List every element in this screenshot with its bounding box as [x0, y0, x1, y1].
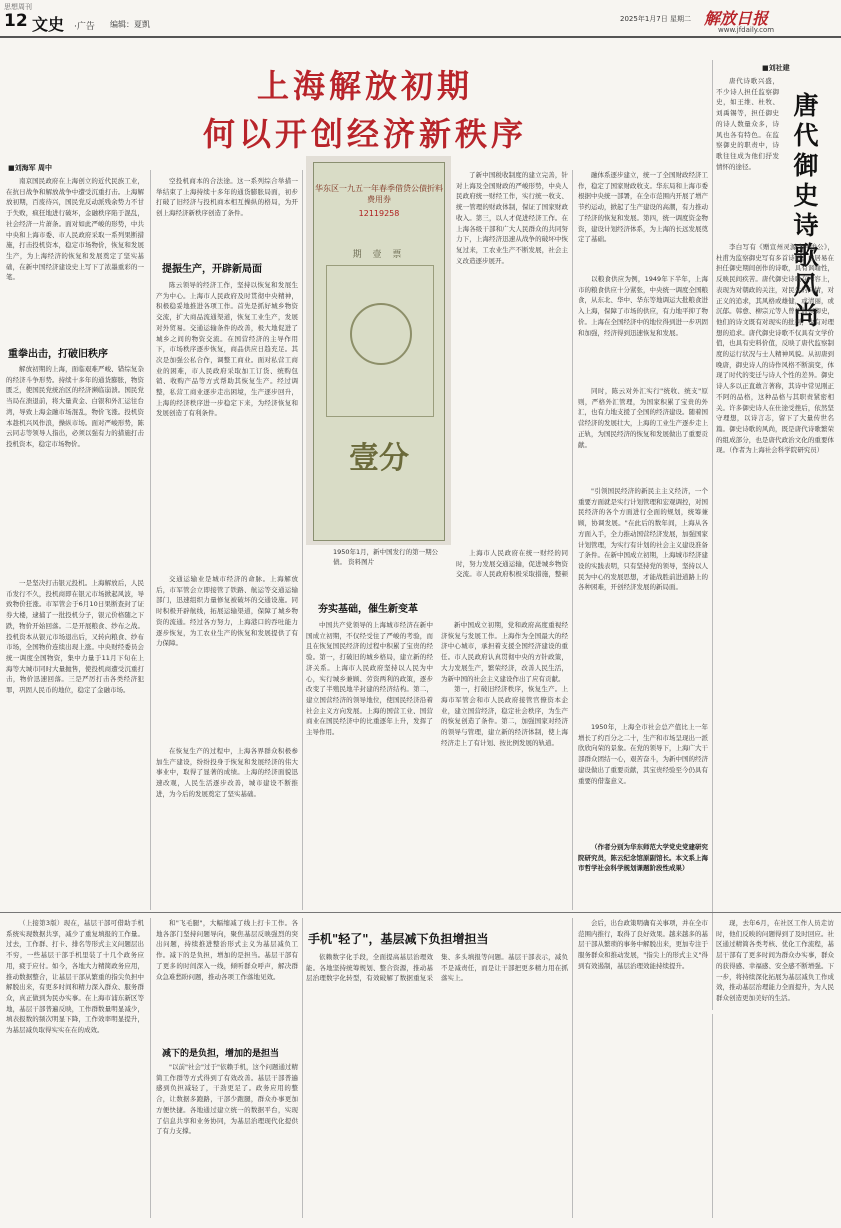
article-col-2d [156, 746, 298, 908]
paragraph: 同时，陈云对外汇实行"统收、统支"原则，严格外汇管理，为国家积累了宝贵的外汇，也有力地支援了全国的经济建设。随着国营经济的发展壮大，上海的工业生产逐步走上正轨，为国民经济的恢复和发展做出了重要贡献。 [578, 387, 708, 449]
bottom-col-5 [716, 918, 834, 1218]
section-tag: 思想周刊 [4, 3, 32, 11]
column-divider [150, 918, 151, 1218]
paragraph: "引领国民经济的新民主主义经济，一个重要方面就是实行计划管理和宏观调控，对国民经济的各个方面进行全面的规划，统筹兼顾，协调发展。"在此后的数年间，上海从各方面入手，全力推动国营经济发展，加强国家计划管理，为实行有计划的社会主义建设准备了条件。在新中国成立初期，上海城市经济建设的实践表明，只有坚持党的领导，坚持以人民为中心的发展思想，才能战胜前进道路上的各种困难，开创经济发展的新局面。 [578, 487, 708, 592]
paragraph: 空投机商本的合法途。这一系列综合举措一举结束了上海持续十多年的通货膨胀局面，初步打破了旧经济与投机商本相互操纵的格局，为开创上海经济新秩序创造了条件。 [156, 177, 298, 218]
coupon-serial-number: 12119258 [358, 209, 400, 218]
poetry-title: 唐代御史诗歌风尚 [790, 92, 819, 332]
article-col-4b [578, 274, 708, 382]
bottom-headline: 手机"轻了"，基层减下负担增担当 [308, 932, 489, 946]
article-col-4c [578, 386, 708, 482]
page-number: 12 [4, 11, 28, 31]
paragraph: 上海市人民政府在统一财经的同时，努力发展交通运输，促进城乡物资交流。市人民政府积极采取措施，整顿 [456, 549, 568, 578]
bottom-col-3 [306, 952, 568, 1218]
article-col-3b [306, 620, 568, 908]
headline-line-1: 上海解放初期 [256, 67, 473, 105]
coupon-title: 华东区一九五一年春季借贷公债折料费用券 [315, 184, 443, 204]
section-title: 文史 [32, 15, 65, 34]
article-col-4e [578, 722, 708, 838]
bottom-col-1 [6, 918, 144, 1218]
column-divider [150, 170, 151, 910]
paragraph: 中国共产党领导的上海城市经济在新中国成立初期，不仅经受住了严峻的考验，而且在恢复国民经济的过程中积累了宝贵的经验。第一，打破旧的城乡格局，建立新的经济关系。上海市人民政府坚持以人民为中心，实行城乡兼顾、劳资两利的政策，逐步改变了半殖民地半封建的经济结构。第二，建立国营经济的领导地位，使国民经济沿着社会主义方向发展。上海的国营工业、国营商业在国民经济中的比重逐年上升，发挥了主导作用。 [306, 621, 433, 737]
bottom-col-2b [156, 1062, 298, 1218]
coupon-period: 期 壹 票 [352, 250, 406, 260]
article-col-5a-short [456, 548, 568, 578]
paragraph: 在恢复生产的过程中，上海各界群众积极参加生产建设，纷纷投身于恢复和发展经济的伟大事业中，取得了显著的成绩。上海的经济面貌迅速改观，人民生活逐步改善，城市建设不断推进，为今后的发展奠定了坚实基础。 [156, 747, 298, 798]
paragraph: 一是坚决打击银元投机。上海解放后，人民币发行不久，投机商即在银元市场掀起风波，导致物价狂涨。市军管会于6月10日果断查封了证券大楼，逮捕了一批投机分子，银元价格随之下跌，物价开始回落。二是开展粮食、纱布之战。投机资本从银元市场退出后，又转向粮食、纱布市场，全国物价连续出现上涨。中央财经委员会统一调度全国物资，集中力量于11月下旬在上海等大城市同时大量抛售，使投机商遭受沉重打击，物价迅速回落。三是严厉打击各类经济犯罪，巩固人民币的地位，稳定了金融市场。 [6, 579, 144, 695]
masthead-rule [0, 36, 841, 38]
photo-caption: 1950年1月，新中国发行的第一期公债。 资料图片 [333, 548, 439, 566]
masthead [0, 0, 841, 36]
headline-line-2: 何以开创经济新秩序 [202, 115, 527, 153]
article-col-4a [578, 170, 708, 270]
paragraph: 融体系逐步建立，统一了全国财政经济工作，稳定了国家财政收支。华东局和上海市委根据中央统一部署，在全市范围内开展了增产节约运动，掀起了生产建设的高潮，有力推动了经济的恢复和发展。第四，统一调度资金物资，建设计划经济体系，为上海的长远发展奠定了基础。 [578, 171, 708, 244]
paragraph: 李白写有《赠宣州灵源寺仲浚公》，杜甫为监察御史写有多首诗篇。白居易在担任御史期间创作的诗歌，具有讽喻性，反映民间疾苦。唐代御史诗歌在内容上，表现为对朝政的关注，对民生的同情，对正义的追求，其风格或雄健，或清丽，或沉郁。韩愈、柳宗元等人曾任监察御史，他们的诗文既有对现实的批判，也有对理想的追求。唐代御史诗歌不仅具有文学价值，也具有史料价值，反映了唐代监察制度的运行状况与士人精神风貌。从初唐到晚唐，御史诗人的诗作风格不断演变，体现了时代的变迁与诗人个性的差异。御史诗人多以正直敢言著称，其诗中常见刚正不阿的品格，这种品格与其职责紧密相关。许多御史诗人在仕途受挫后，依然坚守理想，以诗言志，留下了大量传世名篇。御史诗歌的风尚，既是唐代诗歌繁荣的组成部分，也是唐代政治文化的重要体现。（作者为上海社会科学院研究员） [716, 243, 834, 455]
newspaper-logo: 解放日报 [704, 9, 769, 28]
paragraph: （上接第3版）现在，基层干部可借助手机系统实现数据共享，减少了重复填报的工作量。过去，工作群、打卡、排名等形式主义问题层出不穷，一些基层干部手机里装了十几个政务应用，疲于应付。如今，各地大力精简政务应用，推动数据整合，让基层干部从繁重的指尖负担中解脱出来，有更多时间和精力深入群众、服务群众，真正做到为民办实事。在上海市浦东新区等地，基层干部普遍反映，工作群数量明显减少，填表报数的频次明显下降，工作效率明显提升，为基层减负取得实实在在的成效。 [6, 919, 144, 1035]
article-col-2a [156, 176, 298, 252]
column-divider [712, 60, 713, 1010]
coupon-denomination: 壹分 [349, 441, 409, 476]
paragraph: 依赖数字化手段，全面提高基层治理效能。各地坚持统筹规划、整合资源，推动基层治理数字化转型，有效破解了数据重复采集、多头填报等问题。基层干部表示，减负不是减责任，而是让干部把更多精力用在抓落实上。 [306, 953, 568, 983]
article-col-2b [156, 280, 298, 570]
article-headline [130, 62, 600, 158]
subhead-1: 重拳出击，打破旧秩序 [8, 349, 108, 360]
paragraph: （作者分别为华东师范大学党史党建研究院研究员，陈云纪念馆原副馆长。本文系上海市哲学社会科学规划课题阶段性成果） [578, 843, 708, 873]
bond-coupon-image [313, 162, 445, 541]
column-divider [302, 918, 303, 1218]
article-col-1c [6, 578, 144, 908]
paragraph: 南京国民政府在上海创立的近代民族工业，在抗日战争和解放战争中遭受沉重打击。上海解放初期，百废待兴，国民党反动派残余势力不甘于失败，疯狂地进行破坏，金融秩序陷于混乱，社会经济一片萧条。面对如此严峻的形势，中共中央和上海市委、市人民政府采取一系列果断措施，打击投机资本，稳定市场物价，恢复和发展生产，为上海经济的恢复和发展奠定了坚实基础，在新中国经济建设史上写下了浓墨重彩的一笔。 [6, 177, 144, 282]
section-divider [0, 912, 841, 913]
column-divider [712, 1014, 713, 1218]
column-divider [302, 170, 303, 910]
ad-tag: ·广告 [74, 22, 95, 32]
paragraph: 新中国成立初期，党和政府高度重视经济恢复与发展工作。上海作为全国最大的经济中心城市，承担着支援全国经济建设的重任。市人民政府认真贯彻中央的方针政策，大力发展生产，繁荣经济，改善人民生活，为新中国的社会主义建设作出了应有贡献。 [441, 621, 568, 683]
paragraph: 唐代诗歌兴盛，不少诗人担任监察御史，如王维、杜牧、刘禹锡等，担任御史的诗人数量众多，诗风也各有特色。在监察御史的职责中，诗歌往往成为他们抒发情怀的途径。 [716, 77, 779, 171]
subhead-2: 提振生产，开辟新局面 [162, 264, 262, 275]
article-col-2c [156, 574, 298, 742]
article-col-4d [578, 486, 708, 718]
bottom-col-2 [156, 918, 298, 1040]
paragraph: 第一，打破旧经济秩序，恢复生产。上海市军管会和市人民政府接管官僚资本企业，建立国营经济，稳定社会秩序，为生产的恢复创造了条件。第二，加强国家对经济的领导与管理，建立新的经济体制，使上海经济走上了有计划、按比例发展的轨道。 [441, 685, 568, 747]
paragraph: 陈云领导的经济工作，坚持以恢复和发展生产为中心。上海市人民政府及时贯彻中央精神，积极稳妥地推进各项工作。首先是抓好城乡物资交流，扩大商品流通渠道，恢复工业生产，发展对外贸易。交通运输条件的改善，极大地促进了城乡之间的物资交流。在国营经济的主导作用下，市场秩序逐步恢复，商品供应日趋充足。其次是加强公私合作，调整工商业。面对私营工商业的困难，市人民政府采取加工订货、统购包销、收购产品等方式帮助其恢复生产。经过调整，私营工商业逐步走出困境，生产逐步回升，上海的经济秩序进一步稳定下来，为经济恢复和发展创造了有利条件。 [156, 281, 298, 418]
bottom-subhead: 减下的是负担，增加的是担当 [162, 1049, 280, 1059]
article-col-1a [6, 176, 144, 336]
poetry-author: ■刘社建 [762, 64, 790, 72]
poetry-text-top [716, 76, 779, 241]
poetry-text-main [716, 242, 834, 1007]
paragraph: 解放初期的上海，面临艰难严峻、错综复杂的经济斗争形势。持续十多年的通货膨胀，物资匮乏，使国民党统治区的经济濒临崩溃。国民党当局在溃退前，将大量黄金、白银和外汇运往台湾，导致上海金融市场混乱，物价飞涨。投机资本趁机兴风作浪，操纵市场。面对严峻形势，陈云同志等领导人指出，必须以强有力的措施打击投机资本，稳定市场物价。 [6, 365, 144, 448]
column-divider [572, 918, 573, 1218]
paragraph: 交通运输业是城市经济的命脉。上海解放后，市军管会立即接管了铁路、航运等交通运输部门，迅速组织力量修复被破坏的交通设施。同时积极开辟航线，拓展运输渠道，保障了城乡物资的流通。经过各方努力，上海港口的吞吐能力逐步恢复，为工农业生产的恢复和发展提供了有力保障。 [156, 575, 298, 648]
paragraph: 以粮食供应为例，1949年下半年，上海市的粮食供应十分紧张，中央统一调度全国粮食，从东北、华中、华东等地调运大批粮食进入上海，保障了市场的供应，有力地平抑了物价。上海在全国经济中的地位得到进一步巩固和加强，经济得到迅速恢复和发展。 [578, 275, 708, 337]
article-col-1b [6, 364, 144, 574]
paragraph: 现，去年6月，在社区工作人员走访时，他们反映的问题得到了及时回应。社区通过精简各类考核、优化工作流程，基层干部有了更多时间为群众办实事，群众的获得感、幸福感、安全感不断增强。下一步，将持续深化拓展为基层减负工作成效，推动基层治理能力全面提升，为人民群众创造更加美好的生活。 [716, 919, 834, 1002]
article-author-note [578, 842, 708, 908]
bottom-col-4 [578, 918, 708, 1218]
editor-credit: 编辑：夏凱 [110, 20, 150, 29]
paragraph: 和"飞毛腿"，大幅缩减了线上打卡工作。各地各部门坚持问题导向，聚焦基层反映强烈的突出问题，持续推进整治形式主义为基层减负工作。减下的是负担，增加的是担当。基层干部有了更多的时间深入一线，倾听群众呼声，解决群众急难愁盼问题，推动各项工作落地见效。 [156, 919, 298, 981]
coupon-emblem [350, 303, 412, 365]
paragraph: 1950年，上海全市社会总产值比上一年增长了约百分之二十，生产和市场呈现出一派欣欣向荣的景象。在党的领导下，上海广大干部群众团结一心，艰苦奋斗，为新中国的经济建设做出了重要贡献，其宝贵经验至今仍具有重要的借鉴意义。 [578, 723, 708, 785]
paragraph: "以前"社会"过于"依赖手机，这个问题通过精简工作群等方式得到了有效改善。基层干部普遍感到负担减轻了，干劲更足了。政务应用的整合，让数据多跑路，干部少跑腿，群众办事更加方便快捷。各地通过建立统一的数据平台，实现了信息共享和业务协同，为基层治理现代化提供了有力支撑。 [156, 1063, 298, 1136]
subhead-3: 夯实基础，催生新变革 [318, 604, 418, 615]
newspaper-url[interactable]: www.jfdaily.com [718, 26, 775, 34]
article-author: ■刘海军 周中 [8, 164, 53, 172]
paragraph: 了新中国税收制度的建立完善，针对上海及全国财政的严峻形势，中央人民政府统一财经工作，实行统一收支、统一管理的财政体制，保证了国家财政收入。第三，以人才促进经济工作。在上海各级干部和广大人民群众的共同努力下，上海经济迅速从战争的破坏中恢复过来，工农业生产不断发展，社会主义改造逐步展开。 [456, 171, 568, 265]
article-col-3a [456, 170, 568, 542]
issue-date: 2025年1月7日 星期二 [620, 15, 691, 23]
column-divider [572, 170, 573, 910]
paragraph: 会后，出台政策明确有关事项，并在全市范围内推行，取得了良好效果。越来越多的基层干部从繁琐的事务中解脱出来，更加专注于服务群众和推动发展，"指尖上的形式主义"得到有效遏制，基层治理效能持续提升。 [578, 919, 708, 970]
